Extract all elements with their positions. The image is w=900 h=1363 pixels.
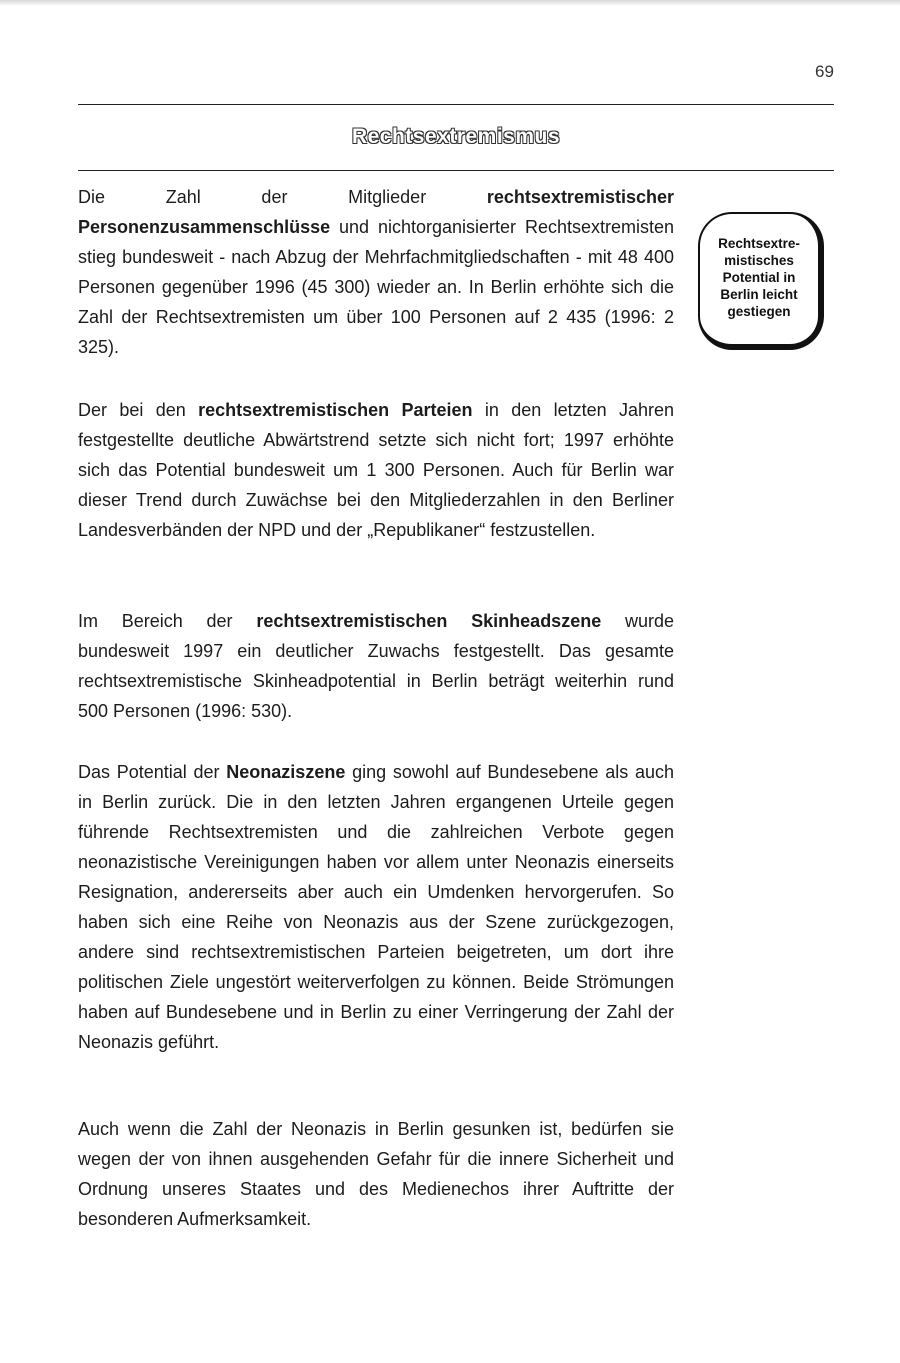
margin-note-text: Rechtsextre- mistisches Potential in Berlin leicht gestiegen [718,235,800,319]
bold-term: rechtsextremistischer Personenzusammenschlüsse [78,187,674,237]
chapter-title: Rechtsextremismus [351,125,561,148]
header-rule-top [78,104,834,105]
paragraph-5 [78,1114,674,1234]
text-run: Im Bereich der [78,611,257,631]
bold-term: rechtsextremistischen Parteien [198,400,473,420]
paragraph-1 [78,182,674,362]
text-run: Das Potential der [78,762,227,782]
text-run: Auch wenn die Zahl der Neonazis in Berlin gesunken ist, bedürfen sie wegen der von ihnen ausgehenden Gefahr für die innere Sicherheit und Ordnung unseres Staates und des Medienechos ihrer Auftritte der besonderen Aufmerksamkeit. [78,1119,674,1229]
text-run: ging sowohl auf Bundesebene als auch in Berlin zurück. Die in den letzten Jahren ergangenen Urteile gegen führende Rechtsextremisten und die zahlreichen Verbote gegen neonazistische Vereinigungen haben vor allem unter Neonazis einerseits Resignation, andererseits aber auch ein Umdenken hervorgerufen. So haben sich eine Reihe von Neonazis aus der Szene zurückgezogen, andere sind rechtsextremistischen Parteien beigetreten, um dort ihre politischen Ziele ungestört weiterverfolgen zu können. Beide Strömungen haben auf Bundesebene und in Berlin zu einer Verringerung der Zahl der Neonazis geführt. [78,762,675,1052]
paragraph-4 [78,757,674,1057]
text-run: und nichtorganisierter Rechtsextremisten stieg bundesweit - nach Abzug der Mehrfachmitgliedschaften - mit 48 400 Personen gegenüber 1996 (45 300) wieder an. In Berlin erhöhte sich die Zahl der Rechtsextremisten um über 100 Personen auf 2 435 (1996: 2 325). [78,217,674,357]
text-run: Der bei den [78,400,199,420]
scan-top-shade [0,0,900,6]
text-run: Die Zahl der Mitglieder [78,187,487,207]
page-number: 69 [815,62,834,81]
bold-term: rechtsextremistischen Skinheadszene [256,611,602,631]
paragraph-2 [78,395,674,545]
paragraph-3 [78,606,674,726]
bold-term: Neonaziszene [226,762,346,782]
header-rule-bottom [78,170,834,171]
text-run: in den letzten Jahren festgestellte deutliche Abwärtstrend setzte sich nicht fort; 1997 erhöhte sich das Potential bundesweit um 1 300 Personen. Auch für Berlin war dieser Trend durch Zuwächse bei den Mitgliederzahlen in den Berliner Landesverbänden der NPD und der „Republikaner“ festzustellen. [78,400,674,540]
text-run: wurde bundesweit 1997 ein deutlicher Zuwachs festgestellt. Das gesamte rechtsextremistische Skinheadpotential in Berlin beträgt weiterhin rund 500 Personen (1996: 530). [78,611,674,721]
margin-note-box [698,212,824,350]
